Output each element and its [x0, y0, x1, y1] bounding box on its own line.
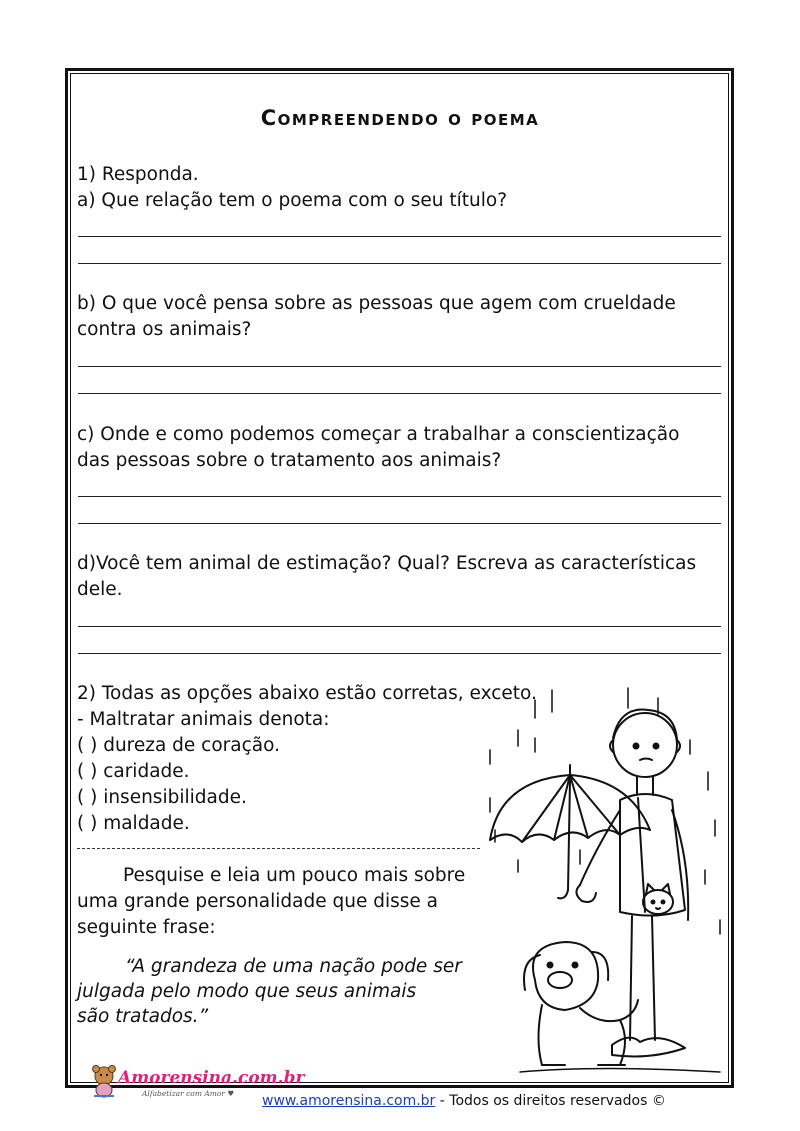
answer-line[interactable]	[78, 496, 721, 497]
research-line2: uma grande personalidade que disse a	[77, 891, 438, 912]
quote-line2: julgada pelo modo que seus animais	[77, 981, 417, 1002]
umbrella-icon	[490, 765, 650, 898]
research-line1: Pesquise e leia um pouco mais sobre	[123, 865, 466, 886]
amorensina-logo[interactable]	[90, 1062, 305, 1107]
dashed-divider	[77, 848, 480, 849]
boy-umbrella-dog-illustration	[480, 680, 730, 1080]
question-1d-line2: dele.	[77, 579, 123, 600]
research-line3: seguinte frase:	[77, 917, 216, 938]
answer-line[interactable]	[78, 366, 721, 367]
answer-line[interactable]	[78, 523, 721, 524]
page-title: Compreendendo o poema	[260, 106, 540, 130]
boy-icon	[576, 710, 688, 1057]
question-2-heading: 2) Todas as opções abaixo estão corretas, exceto.	[77, 683, 537, 704]
puddle-icon	[520, 1069, 720, 1073]
logo-tagline: Alfabetizar com Amor ♥	[142, 1089, 235, 1098]
website-link[interactable]: www.amorensina.com.br	[262, 1093, 436, 1109]
question-1b-line1: b) O que você pensa sobre as pessoas que agem com crueldade	[77, 293, 676, 314]
option-item[interactable]: ( ) caridade.	[77, 761, 190, 782]
question-2-stem: - Maltratar animais denota:	[77, 709, 330, 730]
answer-line[interactable]	[78, 263, 721, 264]
quote-line1: “A grandeza de uma nação pode ser	[125, 956, 462, 977]
rights-text: - Todos os direitos reservados ©	[435, 1093, 666, 1109]
bear-icon	[90, 1064, 118, 1098]
rain-drops-icon	[490, 688, 720, 934]
quote-line3: são tratados.”	[77, 1006, 209, 1027]
answer-line[interactable]	[78, 236, 721, 237]
option-item[interactable]: ( ) insensibilidade.	[77, 787, 247, 808]
question-1a: a) Que relação tem o poema com o seu título?	[77, 190, 508, 211]
question-1d-line1: d)Você tem animal de estimação? Qual? Escreva as características	[77, 553, 697, 574]
logo-name: Amorensina.com.br	[118, 1068, 305, 1088]
question-1c-line1: c) Onde e como podemos começar a trabalhar a conscientização	[77, 424, 680, 445]
footer	[262, 1093, 666, 1109]
question-1c-line2: das pessoas sobre o tratamento aos animais?	[77, 450, 502, 471]
answer-line[interactable]	[78, 393, 721, 394]
answer-line[interactable]	[78, 653, 721, 654]
option-item[interactable]: ( ) maldade.	[77, 813, 190, 834]
kitten-icon	[643, 884, 673, 914]
question-1b-line2: contra os animais?	[77, 319, 252, 340]
answer-line[interactable]	[78, 626, 721, 627]
option-item[interactable]: ( ) dureza de coração.	[77, 735, 280, 756]
question-1-heading: 1) Responda.	[77, 164, 199, 185]
dog-icon	[524, 942, 638, 1065]
